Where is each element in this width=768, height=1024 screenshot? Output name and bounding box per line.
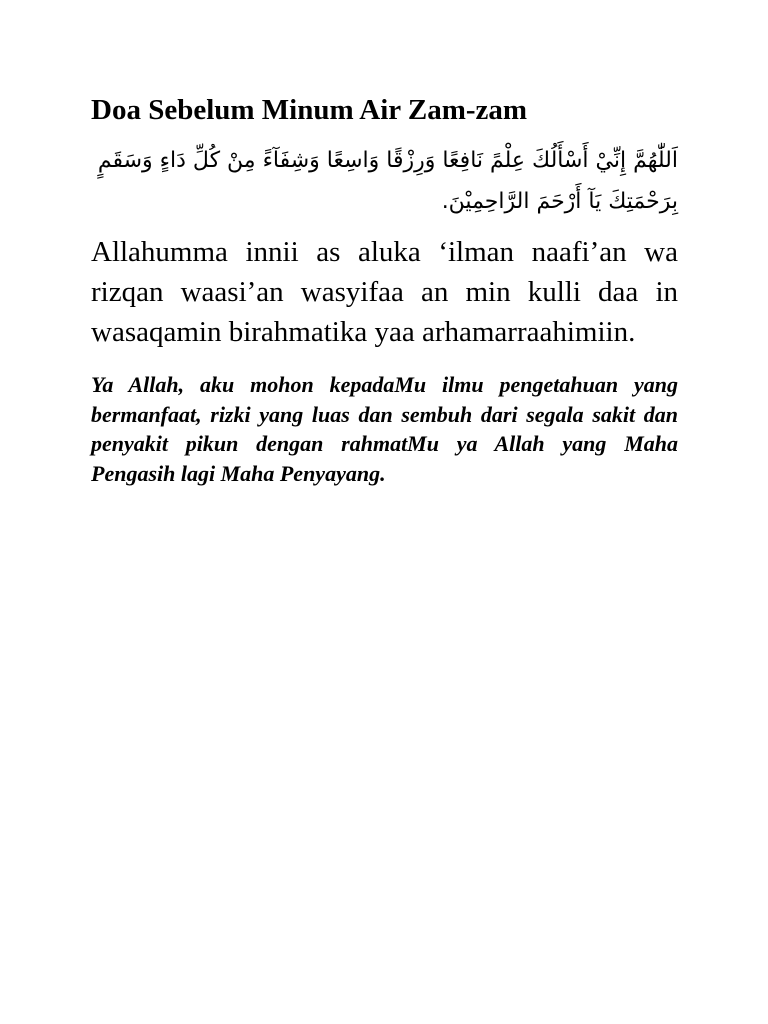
- document-page: [91, 92, 678, 488]
- arabic-prayer: [91, 140, 678, 222]
- arabic-line-2: بِرَحْمَتِكَ يَآ أَرْحَمَ الرَّاحِمِيْنَ.: [441, 189, 678, 214]
- arabic-line-1: اَللّٰهُمَّ إِنِّيْ أَسْأَلُكَ عِلْمً نَافِعًا وَرِزْقًا وَاسِعًا وَشِفَآءً مِنْ كُلِّ دَاءٍ وَسَقَمٍ: [97, 148, 678, 173]
- translation-paragraph: Ya Allah, aku mohon kepadaMu ilmu pengetahuan yang bermanfaat, rizki yang luas dan sembuh dari segala sakit dan penyakit pikun dengan rahmatMu ya Allah yang Maha Pengasih lagi Maha Penyayang.: [91, 372, 678, 486]
- transliteration-paragraph: Allahumma innii as aluka ‘ilman naafi’an wa rizqan waasi’an wasyifaa an min kulli daa in wasaqamin birahmatika yaa arhamarraahimiin.: [91, 236, 678, 348]
- document-title: Doa Sebelum Minum Air Zam-zam: [91, 94, 528, 126]
